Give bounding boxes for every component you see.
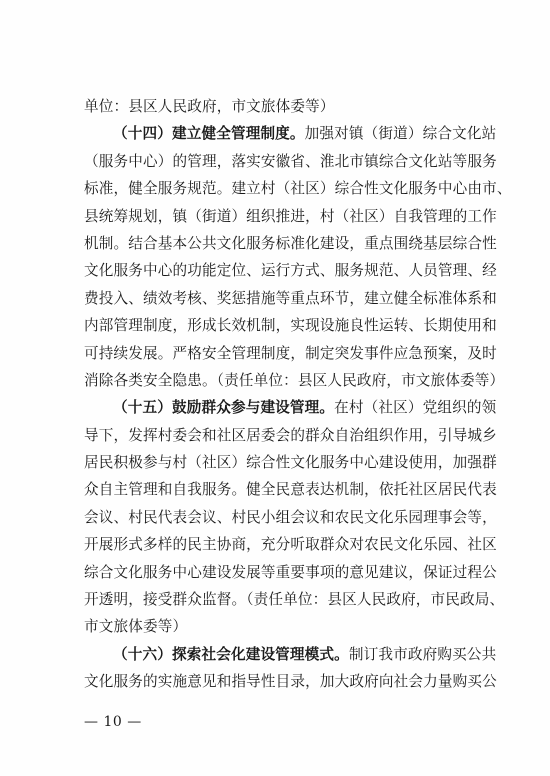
text-line: 开展形式多样的民主协商，充分听取群众对农民文化乐园、社区 xyxy=(84,536,497,554)
section-heading: （十四）建立健全管理制度。 xyxy=(113,125,305,143)
text-line: 居民积极参与村（社区）综合性文化服务中心建设使用，加强群 xyxy=(84,454,497,472)
section-heading-continuation: 加强对镇（街道）综合文化站 xyxy=(304,125,497,143)
section-heading-continuation: 制订我市政府购买公共 xyxy=(348,645,497,663)
text-line: 机制。结合基本公共文化服务标准化建设，重点围绕基层综合性 xyxy=(84,234,497,252)
text-line: 综合文化服务中心建设发展等重要事项的意见建议，保证过程公 xyxy=(84,563,497,581)
text-line: 单位：县区人民政府，市文旅体委等） xyxy=(84,98,335,115)
section-14-heading-line xyxy=(84,120,497,147)
text-line: 标准，健全服务规范。建立村（社区）综合性文化服务中心由市、 xyxy=(84,180,512,198)
text-line: 众自主管理和自我服务。健全民意表达机制，依托社区居民代表 xyxy=(84,481,497,499)
text-line: 可持续发展。严格安全管理制度，制定突发事件应急预案，及时 xyxy=(84,344,497,362)
text-line: 开透明，接受群众监督。（责任单位：县区人民政府，市民政局、 xyxy=(84,591,505,609)
section-heading-continuation: 在村（社区）党组织的领 xyxy=(334,399,497,417)
text-line: 市文旅体委等） xyxy=(84,618,188,636)
text-line: 消除各类安全隐患。（责任单位：县区人民政府，市文旅体委等） xyxy=(84,371,505,389)
section-15-heading-line xyxy=(84,394,497,421)
text-line: 内部管理制度，形成长效机制，实现设施良性运转、长期使用和 xyxy=(84,317,497,335)
section-heading: （十六）探索社会化建设管理模式。 xyxy=(113,645,349,663)
text-line: （服务中心）的管理，落实安徽省、淮北市镇综合文化站等服务 xyxy=(84,152,497,170)
section-heading: （十五）鼓励群众参与建设管理。 xyxy=(113,399,335,417)
section-16-heading-line xyxy=(84,641,497,668)
text-line: 文化服务中心的功能定位、运行方式、服务规范、人员管理、经 xyxy=(84,262,497,280)
text-line: 会议、村民代表会议、村民小组会议和农民文化乐园理事会等， xyxy=(84,508,497,526)
page-number: — 10 — xyxy=(84,714,142,730)
text-line: 文化服务的实施意见和指导性目录，加大政府向社会力量购买公 xyxy=(84,673,497,691)
document-body xyxy=(84,93,512,696)
text-line: 县统筹规划，镇（街道）组织推进，村（社区）自我管理的工作 xyxy=(84,207,497,225)
text-line: 费投入、绩效考核、奖惩措施等重点环节，建立健全标准体系和 xyxy=(84,289,497,307)
text-line: 导下，发挥村委会和社区居委会的群众自治组织作用，引导城乡 xyxy=(84,426,497,444)
